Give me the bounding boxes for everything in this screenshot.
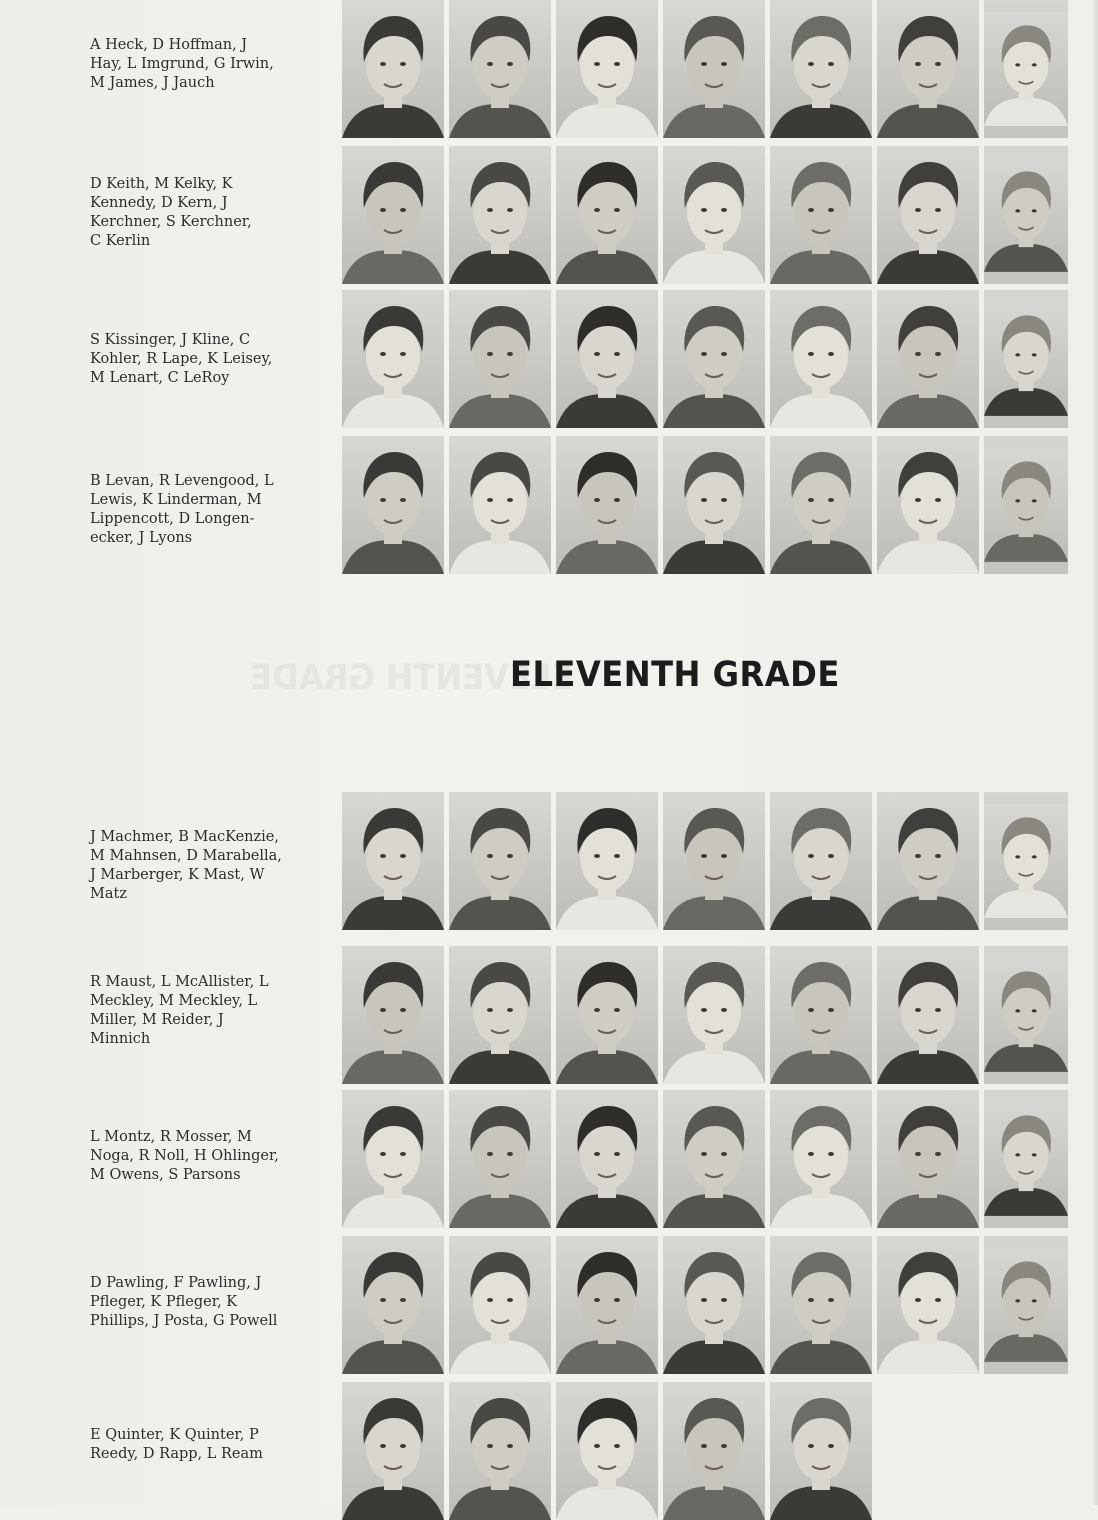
- student-portrait: [877, 946, 979, 1084]
- student-portrait: [770, 946, 872, 1084]
- student-portrait: [770, 146, 872, 284]
- student-portrait: [877, 0, 979, 138]
- student-portrait: [984, 146, 1068, 284]
- show-through-title: ELEVENTH GRADE: [250, 658, 574, 698]
- page-title: ELEVENTH GRADE: [510, 655, 840, 695]
- student-portrait: [984, 1090, 1068, 1228]
- student-portrait: [556, 946, 658, 1084]
- student-portrait: [449, 792, 551, 930]
- student-portrait: [984, 436, 1068, 574]
- student-portrait: [342, 1090, 444, 1228]
- student-portrait: [449, 0, 551, 138]
- student-portrait: [770, 1382, 872, 1520]
- student-portrait: [342, 1236, 444, 1374]
- student-portrait: [984, 290, 1068, 428]
- student-portrait: [770, 792, 872, 930]
- student-portrait: [877, 436, 979, 574]
- student-portrait: [663, 436, 765, 574]
- student-portrait: [342, 146, 444, 284]
- caption-row-9: E Quinter, K Quinter, P Reedy, D Rapp, L Ream: [90, 1427, 263, 1462]
- student-portrait: [556, 1090, 658, 1228]
- student-portrait: [984, 1236, 1068, 1374]
- student-portrait: [877, 1236, 979, 1374]
- student-portrait: [342, 946, 444, 1084]
- student-portrait: [663, 146, 765, 284]
- student-portrait: [449, 290, 551, 428]
- student-portrait: [770, 1090, 872, 1228]
- student-portrait: [877, 146, 979, 284]
- caption-row-4: B Levan, R Levengood, L Lewis, K Linderman, M Lippencott, D Longen- ecker, J Lyons: [90, 473, 274, 546]
- caption-row-2: D Keith, M Kelky, K Kennedy, D Kern, J Kerchner, S Kerchner, C Kerlin: [90, 176, 252, 249]
- student-portrait: [342, 0, 444, 138]
- student-portrait: [342, 436, 444, 574]
- student-portrait: [663, 792, 765, 930]
- student-portrait: [877, 290, 979, 428]
- student-portrait: [556, 792, 658, 930]
- student-portrait: [449, 1382, 551, 1520]
- student-portrait: [556, 290, 658, 428]
- caption-row-7: L Montz, R Mosser, M Noga, R Noll, H Ohlinger, M Owens, S Parsons: [90, 1129, 279, 1183]
- student-portrait: [556, 0, 658, 138]
- student-portrait: [342, 1382, 444, 1520]
- student-portrait: [556, 1382, 658, 1520]
- student-portrait: [770, 290, 872, 428]
- student-portrait: [663, 1090, 765, 1228]
- student-portrait: [449, 436, 551, 574]
- student-portrait: [663, 290, 765, 428]
- student-portrait: [449, 946, 551, 1084]
- caption-row-5: J Machmer, B MacKenzie, M Mahnsen, D Marabella, J Marberger, K Mast, W Matz: [90, 829, 282, 902]
- student-portrait: [877, 792, 979, 930]
- student-portrait: [342, 792, 444, 930]
- page-edge: [1092, 0, 1098, 1505]
- caption-row-6: R Maust, L McAllister, L Meckley, M Meckley, L Miller, M Reider, J Minnich: [90, 974, 269, 1047]
- student-portrait: [449, 1236, 551, 1374]
- caption-row-3: S Kissinger, J Kline, C Kohler, R Lape, K Leisey, M Lenart, C LeRoy: [90, 332, 273, 386]
- student-portrait: [770, 1236, 872, 1374]
- student-portrait: [984, 792, 1068, 930]
- student-portrait: [342, 290, 444, 428]
- student-portrait: [663, 1382, 765, 1520]
- student-portrait: [770, 436, 872, 574]
- student-portrait: [663, 0, 765, 138]
- caption-row-8: D Pawling, F Pawling, J Pfleger, K Pfleger, K Phillips, J Posta, G Powell: [90, 1275, 278, 1329]
- student-portrait: [663, 946, 765, 1084]
- student-portrait: [556, 436, 658, 574]
- student-portrait: [556, 146, 658, 284]
- caption-row-1: A Heck, D Hoffman, J Hay, L Imgrund, G Irwin, M James, J Jauch: [90, 37, 274, 91]
- student-portrait: [877, 1090, 979, 1228]
- student-portrait: [556, 1236, 658, 1374]
- student-portrait: [984, 946, 1068, 1084]
- student-portrait: [663, 1236, 765, 1374]
- student-portrait: [449, 1090, 551, 1228]
- student-portrait: [770, 0, 872, 138]
- student-portrait: [984, 0, 1068, 138]
- student-portrait: [449, 146, 551, 284]
